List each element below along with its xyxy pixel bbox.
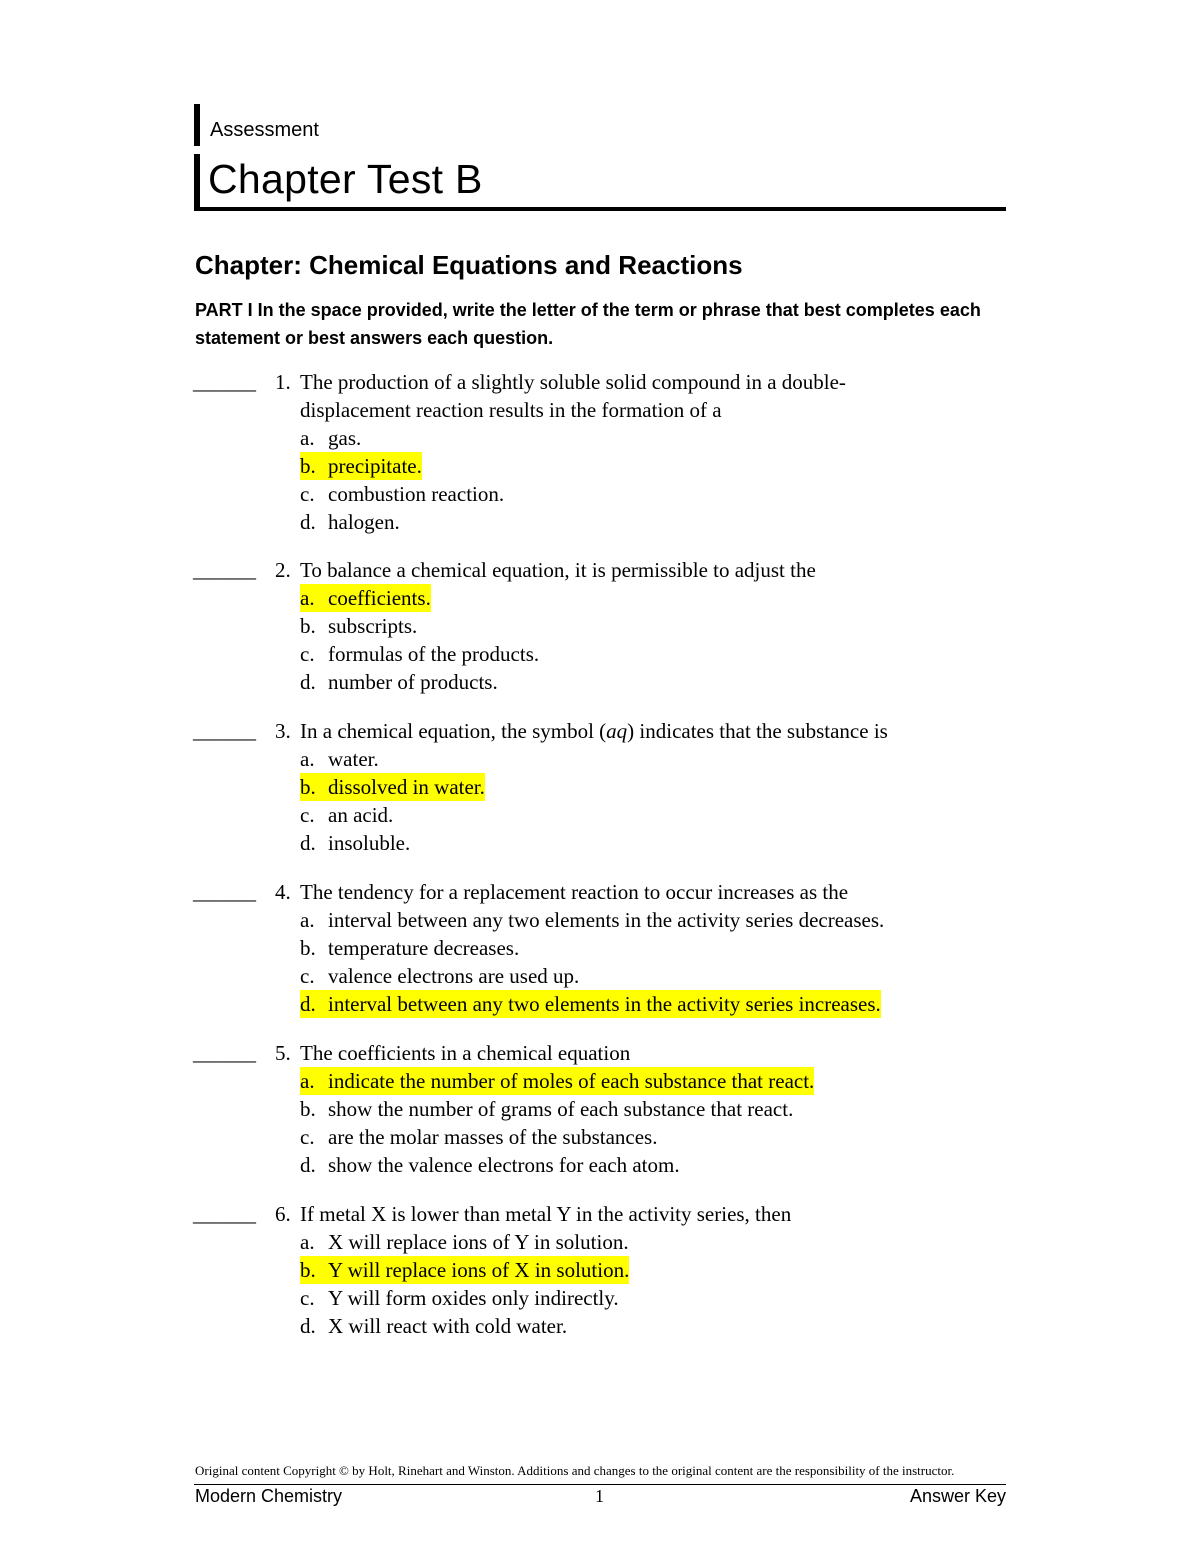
choice-text: dissolved in water.	[328, 775, 485, 799]
question-number: 3.	[275, 719, 291, 743]
choice-d	[193, 1151, 1013, 1179]
answer-blank[interactable]: ______	[193, 370, 256, 394]
answer-blank[interactable]: ______	[193, 880, 256, 904]
question-5	[193, 1039, 1013, 1179]
choice-letter: d.	[300, 1153, 316, 1177]
choice-letter: d.	[300, 831, 316, 855]
choice-a-highlighted	[193, 1067, 1013, 1095]
question-number: 4.	[275, 880, 291, 904]
choice-letter: d.	[300, 510, 316, 534]
choice-text: precipitate.	[328, 454, 422, 478]
choice-letter: c.	[300, 1125, 315, 1149]
choice-text: X will replace ions of Y in solution.	[328, 1230, 629, 1254]
choice-text: interval between any two elements in the activity series decreases.	[328, 908, 885, 932]
choice-c	[193, 640, 1013, 668]
footer-copyright: Original content Copyright © by Holt, Rinehart and Winston. Additions and changes to the original content are the responsibility of the instructor.	[195, 1463, 955, 1478]
answer-blank[interactable]: ______	[193, 558, 256, 582]
choice-text: halogen.	[328, 510, 400, 534]
choice-b-highlighted	[193, 452, 1013, 480]
title-rule	[194, 207, 1006, 211]
choice-text: water.	[328, 747, 379, 771]
choice-letter: d.	[300, 1314, 316, 1338]
choice-d	[193, 508, 1013, 536]
choice-a	[193, 745, 1013, 773]
choice-text: Y will replace ions of X in solution.	[328, 1258, 630, 1282]
footer-answer-key: Answer Key	[909, 1486, 1006, 1506]
question-text: The coefficients in a chemical equation	[300, 1041, 631, 1065]
choice-text: insoluble.	[328, 831, 411, 855]
choice-d	[193, 668, 1013, 696]
question-number: 2.	[275, 558, 291, 582]
choice-letter: b.	[300, 1258, 316, 1282]
choice-c	[193, 480, 1013, 508]
choice-c	[193, 1284, 1013, 1312]
choice-letter: a.	[300, 747, 315, 771]
question-2	[193, 556, 1013, 696]
section-label: Assessment	[210, 119, 319, 141]
choice-text: show the valence electrons for each atom.	[328, 1153, 680, 1177]
choice-letter: d.	[300, 670, 316, 694]
footer-page-number: 1	[595, 1486, 604, 1506]
choice-text: are the molar masses of the substances.	[328, 1125, 658, 1149]
question-text: The tendency for a replacement reaction to occur increases as the	[300, 880, 849, 904]
choice-letter: b.	[300, 614, 316, 638]
choice-a-highlighted	[193, 584, 1013, 612]
answer-blank[interactable]: ______	[193, 1041, 256, 1065]
choice-letter: a.	[300, 586, 315, 610]
choice-b-highlighted	[193, 1256, 1013, 1284]
choice-letter: c.	[300, 482, 315, 506]
choice-c	[193, 1123, 1013, 1151]
header-bar-small	[194, 104, 200, 146]
choice-d-highlighted	[193, 990, 1013, 1018]
choice-b-highlighted	[193, 773, 1013, 801]
question-1	[193, 368, 1013, 536]
question-4	[193, 878, 1013, 1018]
choice-a	[193, 1228, 1013, 1256]
choice-text: coefficients.	[328, 586, 431, 610]
choice-c	[193, 801, 1013, 829]
choice-letter: c.	[300, 642, 315, 666]
choice-text: combustion reaction.	[328, 482, 505, 506]
question-text-continued: displacement reaction results in the formation of a	[300, 398, 722, 422]
choice-d	[193, 829, 1013, 857]
choice-letter: a.	[300, 426, 315, 450]
chapter-heading: Chapter: Chemical Equations and Reactions	[195, 250, 743, 280]
choice-text: indicate the number of moles of each substance that react.	[328, 1069, 815, 1093]
choice-b	[193, 934, 1013, 962]
footer-rule	[194, 1484, 1006, 1485]
choice-letter: d.	[300, 992, 316, 1016]
choice-text: formulas of the products.	[328, 642, 540, 666]
question-text: In a chemical equation, the symbol (aq) indicates that the substance is	[300, 719, 888, 743]
choice-letter: a.	[300, 1230, 315, 1254]
choice-letter: c.	[300, 1286, 315, 1310]
choice-letter: c.	[300, 803, 315, 827]
choice-a	[193, 906, 1013, 934]
choice-text: an acid.	[328, 803, 394, 827]
choice-letter: b.	[300, 1097, 316, 1121]
choice-letter: c.	[300, 964, 315, 988]
choice-letter: b.	[300, 775, 316, 799]
question-text: If metal X is lower than metal Y in the activity series, then	[300, 1202, 792, 1226]
choice-b	[193, 612, 1013, 640]
choice-text: X will react with cold water.	[328, 1314, 568, 1338]
choice-text: subscripts.	[328, 614, 418, 638]
choice-d	[193, 1312, 1013, 1340]
choice-text: show the number of grams of each substance that react.	[328, 1097, 794, 1121]
header-bar-large	[194, 154, 200, 210]
answer-blank[interactable]: ______	[193, 1202, 256, 1226]
question-text: To balance a chemical equation, it is permissible to adjust the	[300, 558, 816, 582]
instructions: PART I In the space provided, write the letter of the term or phrase that best completes each statement or best answers each question.	[195, 300, 981, 348]
question-text: The production of a slightly soluble solid compound in a double-	[300, 370, 846, 394]
choice-letter: b.	[300, 454, 316, 478]
choice-text: valence electrons are used up.	[328, 964, 580, 988]
choice-a	[193, 424, 1013, 452]
aq-symbol: aq	[606, 719, 628, 743]
choice-letter: b.	[300, 936, 316, 960]
choice-text: Y will form oxides only indirectly.	[328, 1286, 619, 1310]
answer-blank[interactable]: ______	[193, 719, 256, 743]
question-6	[193, 1200, 1013, 1340]
choice-text: temperature decreases.	[328, 936, 520, 960]
question-number: 5.	[275, 1041, 291, 1065]
question-3	[193, 717, 1013, 857]
choice-text: interval between any two elements in the activity series increases.	[328, 992, 881, 1016]
choice-text: gas.	[328, 426, 362, 450]
choice-letter: a.	[300, 908, 315, 932]
question-number: 6.	[275, 1202, 291, 1226]
test-title: Chapter Test B	[208, 156, 483, 202]
footer-book-title: Modern Chemistry	[195, 1486, 343, 1506]
choice-letter: a.	[300, 1069, 315, 1093]
choice-text: number of products.	[328, 670, 498, 694]
choice-b	[193, 1095, 1013, 1123]
choice-c	[193, 962, 1013, 990]
question-number: 1.	[275, 370, 291, 394]
